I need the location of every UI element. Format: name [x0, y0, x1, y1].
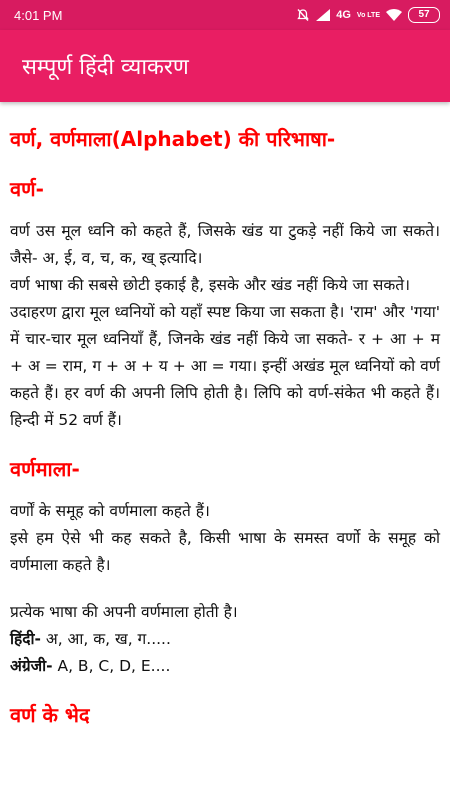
varnamala-paragraph: वर्णों के समूह को वर्णमाला कहते हैं।: [10, 502, 210, 520]
hindi-example: अ, आ, क, ख, ग.....: [40, 630, 171, 648]
varn-heading: वर्ण-: [10, 177, 44, 201]
network-type: 4G: [336, 9, 351, 21]
english-label: अंग्रेजी-: [10, 657, 53, 675]
status-bar: [0, 0, 450, 30]
varn-bhed-heading: वर्ण के भेद: [10, 703, 90, 727]
article-content: [0, 102, 450, 730]
wifi-icon: [386, 9, 402, 21]
english-example: A, B, C, D, E....: [52, 657, 171, 675]
battery-icon: 57: [408, 7, 440, 23]
hindi-label: हिंदी-: [10, 630, 41, 648]
varn-paragraph: वर्ण भाषा की सबसे छोटी इकाई है, इसके और खंड नहीं किये जा सकते।: [10, 276, 411, 294]
varn-paragraph: वर्ण उस मूल ध्वनि को कहते हैं, जिसके खंड या टुकड़े नहीं किये जा सकते। जैसे- अ, ई, व, च, क, ख् इत्यादि।: [10, 222, 440, 267]
app-bar: [0, 30, 450, 102]
signal-icon: [316, 9, 330, 21]
mute-icon: [296, 8, 310, 22]
main-heading: वर्ण, वर्णमाला(Alphabet) की परिभाषा-: [10, 127, 336, 151]
varnamala-paragraph: इसे हम ऐसे भी कह सकते है, किसी भाषा के समस्त वर्णो के समूह को वर्णमाला कहते है।: [10, 529, 440, 574]
app-title: सम्पूर्ण हिंदी व्याकरण: [22, 55, 189, 80]
status-icons: [296, 7, 440, 23]
language-note: प्रत्येक भाषा की अपनी वर्णमाला होती है।: [10, 603, 238, 621]
status-time: 4:01 PM: [14, 7, 63, 23]
varnamala-heading: वर्णमाला-: [10, 457, 80, 481]
english-example-line: [10, 653, 440, 680]
volte-indicator: Vo LTE: [356, 11, 380, 19]
varn-paragraph: उदाहरण द्वारा मूल ध्वनियों को यहाँ स्पष्ट किया जा सकता है। 'राम' और 'गया' में चार-चार मूल ध्वनियाँ हैं, जिनके खंड नहीं किये जा सकते- र + आ + म + अ = राम, ग + अ + य + आ = गया। इन्हीं अखंड मूल ध्वनियों को वर्ण कहते हैं। हर वर्ण की अपनी लिपि होती है। लिपि को वर्ण-संकेत भी कहते हैं। हिन्दी में 52 वर्ण हैं।: [10, 303, 440, 429]
hindi-example-line: [10, 626, 440, 653]
